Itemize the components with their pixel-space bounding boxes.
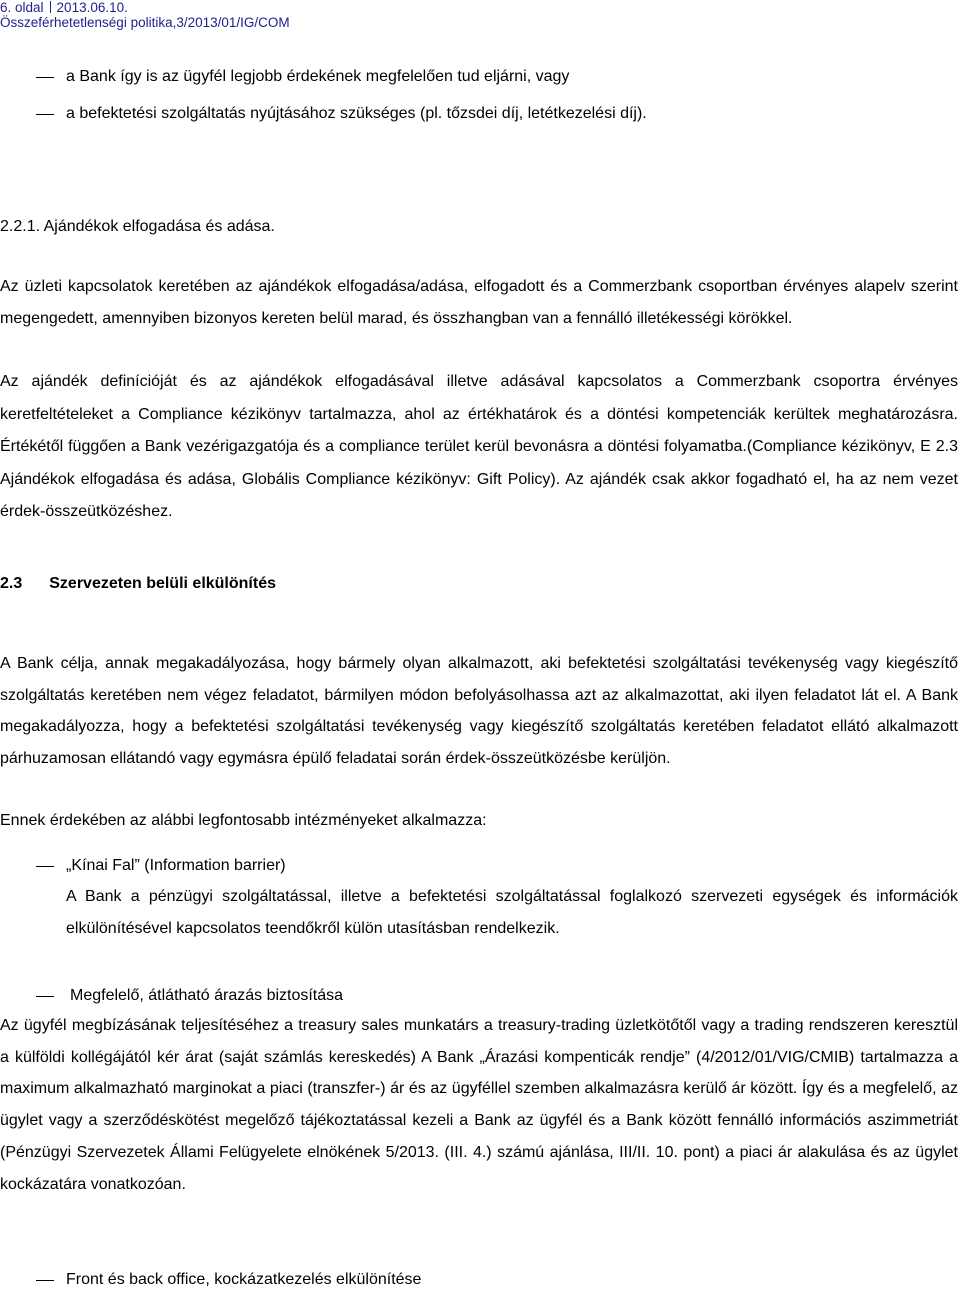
paragraph xyxy=(0,271,958,335)
page-number: 6. oldal xyxy=(0,0,44,15)
document-id: Összeférhetetlenségi politika,3/2013/01/IG/COM xyxy=(0,15,290,30)
paragraph-text: Ennek érdekében az alábbi legfontosabb intézményeket alkalmazza: xyxy=(0,812,487,829)
list-dash xyxy=(36,996,54,997)
header-date: 2013.06.10. xyxy=(56,0,128,15)
page-header xyxy=(0,0,290,30)
list-item-title: „Kínai Fal” (Information barrier) xyxy=(66,857,286,874)
list-dash xyxy=(36,866,54,867)
section-title: Szervezeten belüli elkülönítés xyxy=(49,575,276,592)
list-item: a Bank így is az ügyfél legjobb érdekének megfelelően tud eljárni, vagy xyxy=(66,68,570,85)
section-number: 2.3 xyxy=(0,575,23,592)
paragraph-text: Az üzleti kapcsolatok keretében az ajándékok elfogadása/adása, elfogadott és a Commerzbank csoportban érvényes alapelv szerint megengedett, amennyiben bizonyos kereten belül marad, és összhangban van a fennálló illetékességi körökkel. xyxy=(0,278,958,327)
page-header-line1 xyxy=(0,0,290,15)
list-item: a befektetési szolgáltatás nyújtásához szükséges (pl. tőzsdei díj, letétkezelési díj). xyxy=(66,105,647,122)
list-item-title: Megfelelő, átlátható árazás biztosítása xyxy=(70,987,344,1004)
paragraph xyxy=(0,648,958,774)
list-item-body xyxy=(66,881,958,945)
paragraph xyxy=(0,366,958,529)
paragraph-text: Az ajándék definícióját és az ajándékok elfogadásával illetve adásával kapcsolatos a Commerzbank csoportra érvényes keretfeltételeket a Compliance kézikönyv tartalmazza, ahol az értékhatárok és a döntési kompetenciák kerültek meghatározásra. Értékétől függően a Bank vezérigazgatója és a compliance terület kerül bevonásra a döntési folyamatba.(Compliance kézikönyv, E 2.3 Ajándékok elfogadása és adása, Globális Compliance kézikönyv: Gift Policy). Az ajándék csak akkor fogadható el, ha az nem vezet érdek-összeütközéshez. xyxy=(0,373,958,521)
paragraph-text: A Bank célja, annak megakadályozása, hogy bármely olyan alkalmazott, aki befektetési szolgáltatási tevékenység vagy kiegészítő szolgáltatás keretében nem végez feladatot, bármilyen módon befolyásolhassa azt az alkalmazottat, aki ilyen feladatot lát el. A Bank megakadályozza, hogy a befektetési szolgáltatási tevékenység vagy kiegészítő szolgáltatás keretében feladatot ellátó alkalmazott párhuzamosan ellátandó vagy egymásra épülő feladatai során érdek-összeütközésbe kerüljön. xyxy=(0,655,958,767)
paragraph-text: A Bank a pénzügyi szolgáltatással, illetve a befektetési szolgáltatással foglalkozó szervezeti egységek és információk elkülönítésével kapcsolatos teendőkről külön utasításban rendelkezik. xyxy=(66,888,958,937)
list-item-title: Front és back office, kockázatkezelés elkülönítése xyxy=(66,1271,422,1288)
list-dash xyxy=(36,114,54,115)
paragraph xyxy=(0,810,958,832)
list-dash xyxy=(36,77,54,78)
section-heading-2-3 xyxy=(0,573,276,595)
paragraph xyxy=(0,1010,958,1200)
list-dash xyxy=(36,1280,54,1281)
header-separator xyxy=(50,1,51,13)
paragraph-text: Az ügyfél megbízásának teljesítéséhez a treasury sales munkatárs a treasury-trading üzletkötőtől vagy a trading rendszeren keresztül a külföldi kollégájától kér árat (saját számlás kereskedés) A Bank „Árazási kompenticák rendje” (4/2012/01/VIG/CMIB) tartalmazza a maximum alkalmazható marginokat a piaci (transzfer-) ár és az ügyféllel szemben alkalmazásra kerülő ár között. Így és a megfelelő, az ügylet vagy a szerződéskötést megelőző tájékoztatással kezeli a Bank az ügyfél és a Bank között fennálló információs aszimmetriát (Pénzügyi Szervezetek Állami Felügyelete elnökének 5/2013. (III. 4.) számú ajánlása, III/II. 10. pont) a piaci ár alakulása és az ügylet kockázatára vonatkozóan. xyxy=(0,1017,958,1193)
section-heading-2-2-1: 2.2.1. Ajándékok elfogadása és adása. xyxy=(0,218,275,235)
